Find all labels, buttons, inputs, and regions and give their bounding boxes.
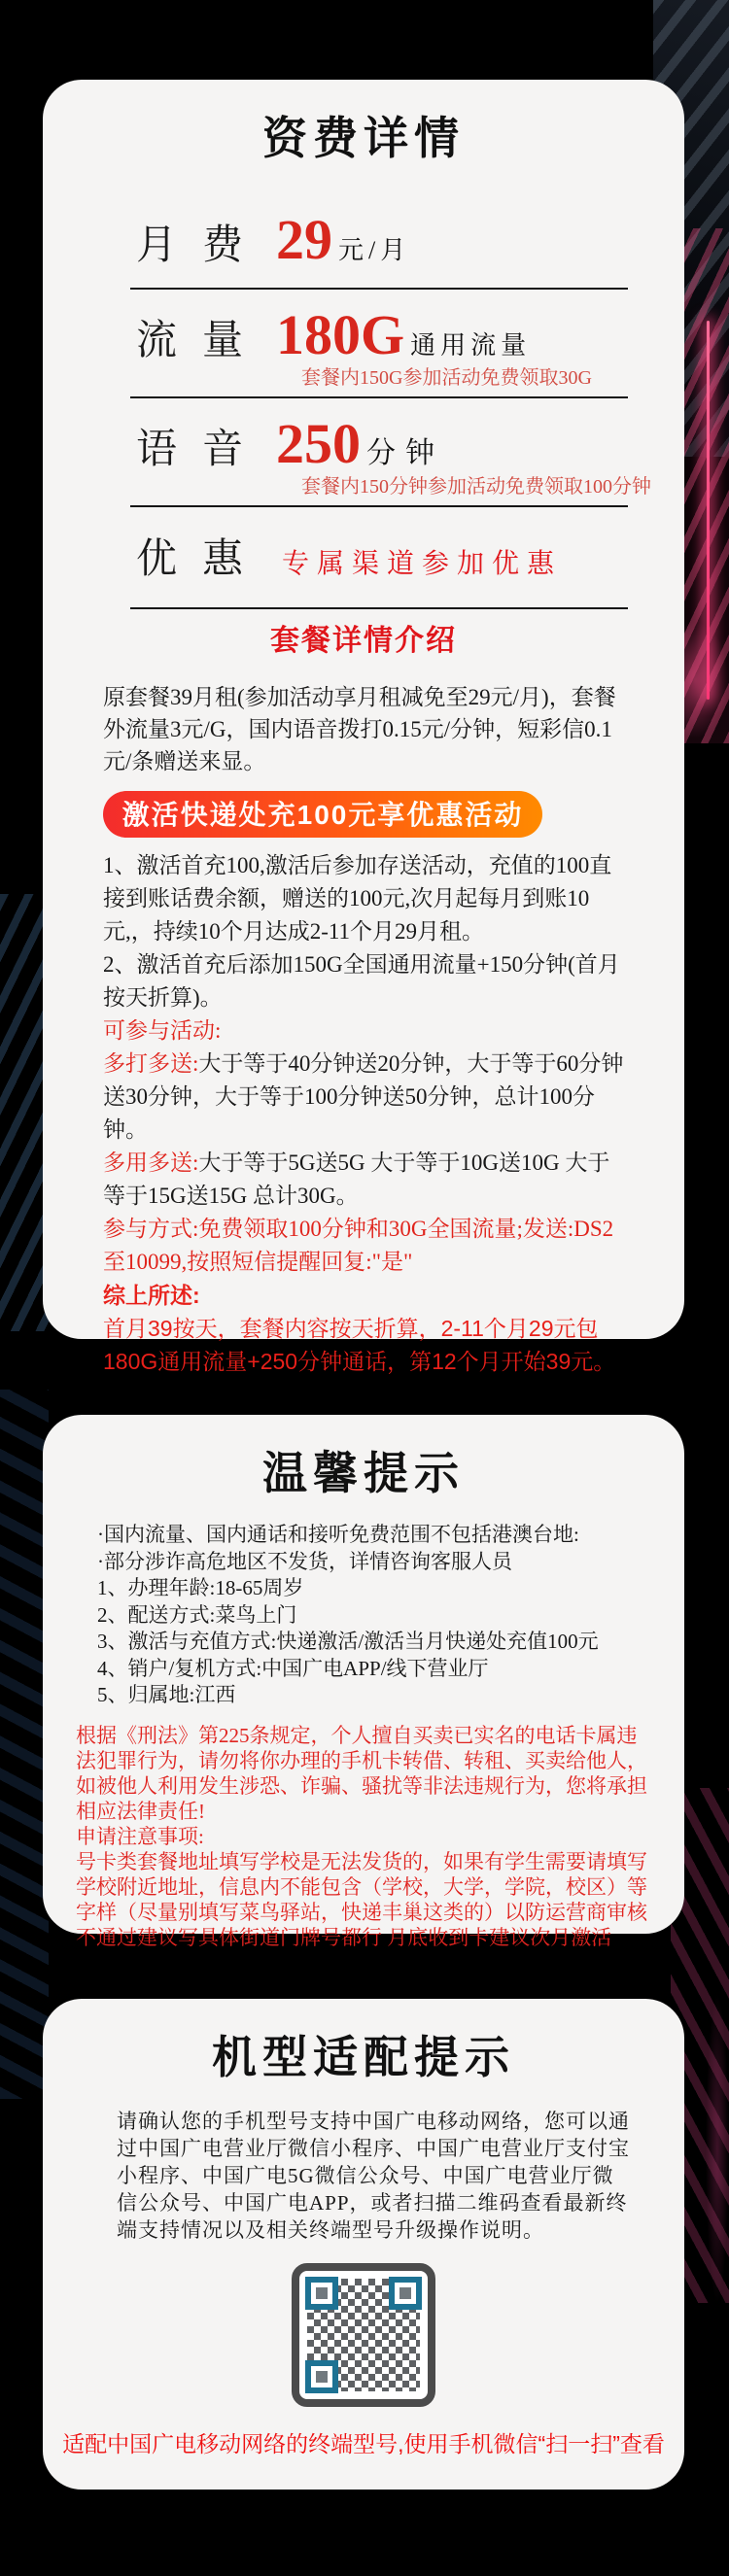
activate-recharge-button[interactable]: 激活快递处充100元享优惠活动 [103,791,542,838]
row-label: 月费 [136,223,269,268]
tips-item: ·部分涉诈高危地区不发货，详情咨询客服人员 [97,1549,512,1573]
tips-item: 4、销户/复机方式:中国广电APP/线下营业厅 [97,1656,489,1680]
tips-item: ·国内流量、国内通话和接听免费范围不包括港澳台地: [97,1523,579,1546]
qr-code [292,2263,435,2407]
row-value: 29 [276,208,333,271]
tips-item: 3、激活与充值方式:快递激活/激活当月快递处充值100元 [97,1630,599,1653]
divider [130,288,628,290]
tariff-card [43,80,684,1374]
application-notes-text: 号卡类套餐地址填写学校是无法发货的，如果有学生需要请填写学校附近地址，信息内不能包含（学校，大学，学院，校区）等字样（尽量别填写菜鸟驿站，快递丰巢这类的）以防运营商审核不通过建议写具体街道门牌号都行 月底收到卡建议次月激活 [76,1849,647,1949]
row-monthly-fee [43,208,684,272]
detail-item-1: 1、激活首充100,激活后参加存送活动，充值的100直接到账话费余额，赠送的100元,次月起每月到账10元,，持续10个月达成2-11个月29月租。 [103,853,612,944]
row-label: 流量 [136,319,269,363]
tips-item: 1、办理年龄:18-65周岁 [97,1576,304,1599]
row-value: 180G [276,303,405,366]
package-detail-heading: 套餐详情介绍 [270,625,457,657]
device-card-title: 机型适配提示 [212,2033,515,2082]
application-notes-heading: 申请注意事项: [76,1824,204,1848]
more-data-text: 大于等于5G送5G 大于等于10G送10G 大于等于15G送15G 总计30G。 [103,1151,610,1208]
tips-card-title: 温馨提示 [262,1449,465,1498]
detail-item-more-calls [103,1048,630,1147]
row-unit: 分钟 [366,437,445,469]
more-calls-prefix: 多打多送: [103,1051,199,1076]
legal-text: 根据《刑法》第225条规定，个人擅自买卖已实名的电话卡属违法犯罪行为，请勿将你办理的手机卡转借、转租、买卖给他人，如被他人利用发生涉恐、诈骗、骚扰等非法违规行为，您将承担相应法律责任! [76,1723,647,1823]
qr-caption: 适配中国广电移动网络的终端型号,使用手机微信“扫一扫”查看 [62,2431,665,2456]
detail-activities-heading: 可参与活动: [103,1018,222,1043]
more-calls-text: 大于等于40分钟送20分钟，大于等于60分钟送30分钟，大于等于100分钟送50分钟，总计100分钟。 [103,1051,624,1142]
detail-item-more-data [103,1147,630,1213]
device-compatibility-text: 请确认您的手机型号支持中国广电移动网络，您可以通过中国广电营业厅微信小程序、中国广电营业厅支付宝小程序、中国广电5G微信公众号、中国广电营业厅微信公众号、中国广电APP，或者扫描二维码查看最新终端支持情况以及相关终端型号升级操作说明。 [117,2110,630,2242]
row-voice [43,412,684,476]
qr-finder-top-left [305,2277,338,2310]
device-card [43,1999,684,2490]
qr-finder-top-right [389,2277,422,2310]
row-unit: 通用流量 [410,331,532,360]
divider [130,396,628,398]
more-data-prefix: 多用多送: [103,1151,199,1175]
row-voice-note: 套餐内150分钟参加活动免费领取100分钟 [301,476,651,498]
tips-item: 2、配送方式:菜鸟上门 [97,1602,297,1627]
row-label: 优惠 [136,537,269,582]
row-label: 语音 [136,428,269,472]
package-detail-list [103,849,630,1378]
row-data-note: 套餐内150G参加活动免费领取30G [301,367,592,389]
row-value: 250 [276,412,362,475]
tips-list [97,1522,645,1709]
row-unit: 元/月 [338,236,411,264]
tips-card [43,1415,684,1949]
tariff-card-title: 资费详情 [262,114,465,163]
row-discount-value: 专属渠道参加优惠 [282,549,563,579]
divider [130,607,628,609]
row-discount [43,527,684,586]
divider [130,505,628,507]
tips-item: 5、归属地:江西 [97,1683,236,1706]
detail-summary-heading: 综上所述: [103,1283,200,1308]
detail-item-2: 2、激活首充后添加150G全国通用流量+150分钟(首月按天折算)。 [103,952,620,1010]
neon-line-art [707,321,710,700]
package-intro [103,681,630,777]
detail-summary-text: 首月39按天，套餐内容按天折算，2-11个月29元包180G通用流量+250分钟通话，第12个月开始39元。 [103,1316,616,1374]
background-art-left-navy-stripes [0,1390,49,2099]
package-intro-text: 原套餐39月租(参加活动享月租减免至29元/月)，套餐外流量3元/G，国内语音拨打0.15元/分钟，短彩信0.1元/条赠送来显。 [103,685,616,773]
legal-notice [76,1723,647,1950]
detail-participation: 参与方式:免费领取100分钟和30G全国流量;发送:DS2至10099,按照短信提醒回复:"是" [103,1217,614,1274]
qr-finder-bottom-left [305,2360,338,2393]
tariff-rows [43,208,684,609]
row-data [43,303,684,367]
